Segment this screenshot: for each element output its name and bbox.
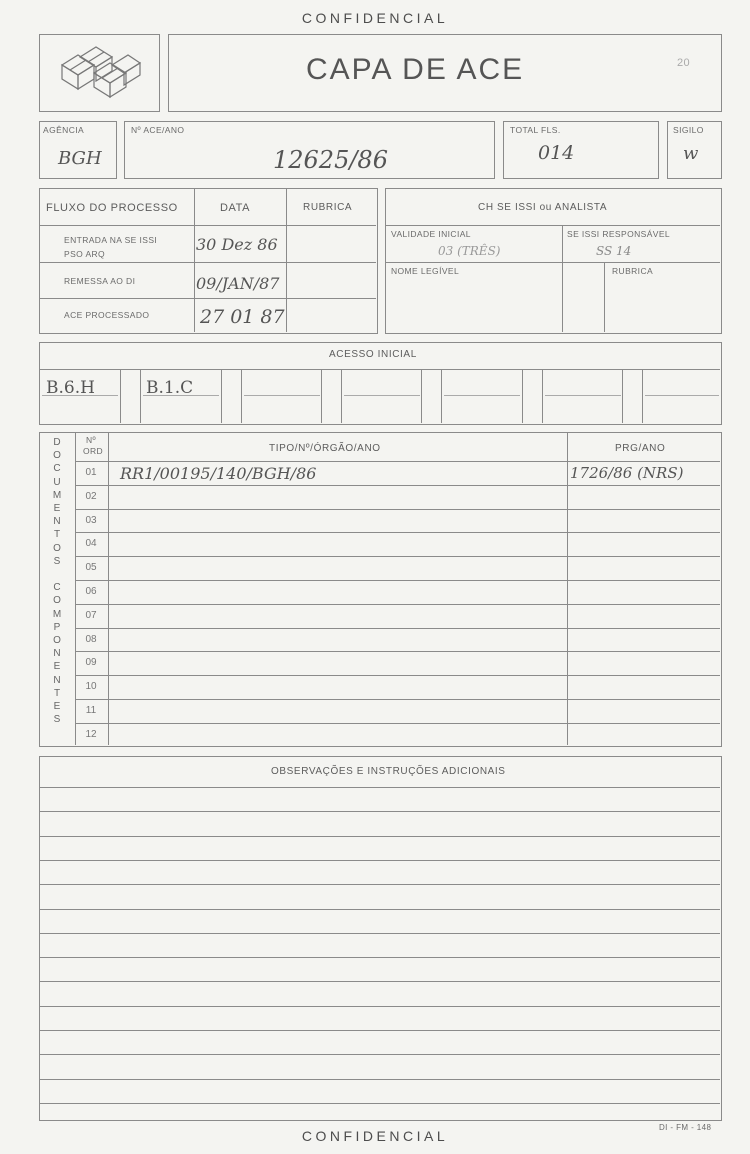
side-label-letter: O <box>53 542 61 554</box>
ace-number-label: Nº ACE/ANO <box>131 125 185 135</box>
side-label-letter: S <box>53 555 61 567</box>
rubrica-header: RUBRICA <box>303 202 353 213</box>
validade-value: 03 (TRÊS) <box>438 244 501 258</box>
ord-header-2: ORD <box>83 446 104 456</box>
fluxo-row-2-label: REMESSA AO DI <box>64 276 136 286</box>
documento-row-number: 02 <box>85 490 97 502</box>
observacoes-box <box>39 756 722 1121</box>
acesso-inicial-table <box>39 342 722 425</box>
observacoes-ruled-line <box>40 909 720 910</box>
side-label-letter: O <box>53 635 61 646</box>
documento-row-divider <box>75 651 720 652</box>
ord-header: Nº <box>86 435 97 445</box>
side-label-letter: N <box>53 648 61 660</box>
fluxo-title: FLUXO DO PROCESSO <box>46 202 178 214</box>
fluxo-row-1-date: 30 Dez 86 <box>196 235 278 254</box>
fluxo-row-1-label: ENTRADA NA SE ISSI <box>64 235 158 245</box>
documento-row-divider <box>75 723 720 724</box>
acesso-title: ACESSO INICIAL <box>329 349 417 360</box>
documento-row-divider <box>75 461 720 462</box>
nome-legivel-label: NOME LEGÍVEL <box>391 266 460 276</box>
side-label-letter: S <box>53 714 61 726</box>
observacoes-ruled-line <box>40 1103 720 1104</box>
sigilo-label: SIGILO <box>673 125 704 135</box>
documento-row-divider <box>75 699 720 700</box>
side-label-letter: P <box>53 621 61 633</box>
analista-table <box>385 188 722 334</box>
observacoes-ruled-line <box>40 957 720 958</box>
classification-bottom: CONFIDENCIAL <box>301 1128 449 1144</box>
agency-logo-icon <box>40 35 158 110</box>
documento-row-divider <box>75 604 720 605</box>
ace-number-value: 12625/86 <box>273 146 388 174</box>
side-label-letter: U <box>53 476 61 488</box>
side-label-letter: T <box>53 687 61 699</box>
observacoes-ruled-line <box>40 884 720 885</box>
documento-row-tipo: RR1/00195/140/BGH/86 <box>120 464 317 483</box>
observacoes-ruled-line <box>40 1079 720 1080</box>
corner-mark: 20 <box>677 57 691 69</box>
observacoes-ruled-line <box>40 933 720 934</box>
side-label-letter: T <box>53 529 61 541</box>
side-label-letter: E <box>53 661 61 673</box>
fluxo-row-3-label: ACE PROCESSADO <box>64 310 150 320</box>
logo-box <box>39 34 160 112</box>
acesso-entry-2: B.1.C <box>146 378 194 398</box>
documento-row-number: 05 <box>85 562 97 574</box>
form-title: CAPA DE ACE <box>306 53 525 86</box>
agencia-value: BGH <box>58 148 102 169</box>
side-label-letter: E <box>53 701 61 712</box>
documento-row-divider <box>75 580 720 581</box>
side-label-letter: D <box>53 437 61 448</box>
observacoes-title: OBSERVAÇÕES E INSTRUÇÕES ADICIONAIS <box>271 766 506 777</box>
analista-title: CH SE ISSI ou ANALISTA <box>478 202 608 213</box>
fluxo-processo-table <box>39 188 378 334</box>
observacoes-ruled-line <box>40 981 720 982</box>
side-label-letter: O <box>53 595 61 607</box>
fluxo-row-3-date: 27 01 87 <box>200 306 285 328</box>
documento-row-divider <box>75 556 720 557</box>
side-label-letter: O <box>53 450 61 462</box>
observacoes-ruled-line <box>40 1054 720 1055</box>
documento-row-number: 07 <box>85 609 97 621</box>
side-label-letter: E <box>53 503 61 514</box>
observacoes-ruled-line <box>40 787 720 788</box>
documento-row-number: 04 <box>85 538 97 550</box>
title-box <box>168 34 722 112</box>
responsavel-label: SE ISSI RESPONSÁVEL <box>567 229 671 239</box>
rubrica-label: RUBRICA <box>612 266 654 276</box>
documento-row-number: 06 <box>85 586 97 597</box>
documentos-table <box>39 432 722 747</box>
responsavel-value: SS 14 <box>596 244 632 258</box>
side-label-letter: M <box>52 608 62 620</box>
documento-row-prg: 1726/86 (NRS) <box>570 464 684 482</box>
documento-row-divider <box>75 532 720 533</box>
documento-row-divider <box>75 485 720 486</box>
side-label-letter: M <box>52 489 62 501</box>
documento-row-number: 12 <box>85 728 97 740</box>
ace-number-field <box>124 121 495 179</box>
observacoes-ruled-line <box>40 1006 720 1007</box>
prg-header: PRG/ANO <box>615 443 666 454</box>
documento-row-number: 11 <box>85 705 97 716</box>
form-code: DI - FM - 148 <box>659 1123 712 1132</box>
sigilo-field <box>667 121 722 179</box>
total-pages-value: 014 <box>538 142 575 164</box>
side-label-letter: C <box>53 582 61 594</box>
total-pages-field <box>503 121 659 179</box>
side-label-letter: N <box>53 674 61 686</box>
observacoes-ruled-line <box>40 836 720 837</box>
observacoes-ruled-line <box>40 811 720 812</box>
documento-row-number: 01 <box>85 467 97 478</box>
agencia-field <box>39 121 117 179</box>
documento-row-number: 03 <box>85 514 97 526</box>
data-header: DATA <box>220 202 251 214</box>
documento-row-divider <box>75 509 720 510</box>
acesso-entry-1: B.6.H <box>46 378 95 398</box>
observacoes-ruled-line <box>40 860 720 861</box>
total-pages-label: TOTAL FLS. <box>510 125 561 135</box>
sigilo-value: w <box>683 143 699 164</box>
documento-row-divider <box>75 675 720 676</box>
observacoes-ruled-line <box>40 1030 720 1031</box>
agencia-label: AGÊNCIA <box>43 125 85 135</box>
side-label-letter: N <box>53 516 61 528</box>
documento-row-number: 09 <box>85 657 97 669</box>
fluxo-row-2-date: 09/JAN/87 <box>196 274 280 293</box>
documento-row-number: 08 <box>85 633 97 645</box>
tipo-header: TIPO/Nº/ÓRGÃO/ANO <box>269 443 381 454</box>
documento-row-number: 10 <box>85 681 97 693</box>
validade-label: VALIDADE INICIAL <box>391 229 471 239</box>
fluxo-row-1-label-2: PSO ARQ <box>64 249 106 259</box>
documento-row-divider <box>75 628 720 629</box>
side-label-letter: C <box>53 463 61 475</box>
classification-top: CONFIDENCIAL <box>301 10 449 26</box>
